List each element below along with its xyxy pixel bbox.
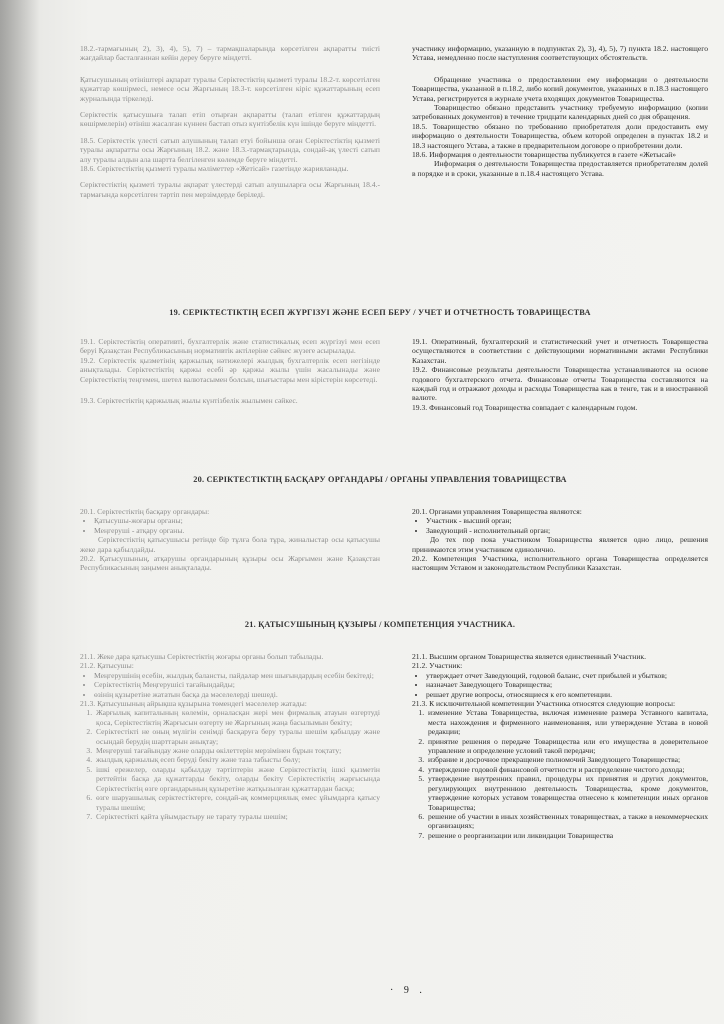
paragraph: До тех пор пока участником Товарищества является одно лицо, решения принимаются этим участником единолично. [412, 535, 708, 554]
paragraph: 18.6. Информация о деятельности товарищества публикуется в газете «Жетысай» [412, 150, 677, 160]
list-item: • утверждает отчет Заведующий, годовой баланс, счет прибылей и убытков; [426, 671, 708, 680]
paragraph: 19.2. Финансовые результаты деятельности Товарищества устанавливаются на основе годового бухгалтерского отчета. Финансовые отчеты Товарищества составляются на каждый год и отражают доходы и расходы Товарищества как в тенге, так и в иностранной валюте. [412, 365, 708, 403]
s20-kz-column [80, 507, 380, 573]
paragraph: 20.2. Компетенция Участника, исполнительного органа Товарищества определяется настоящим Уставом и законодательством Республики Казахстан. [412, 554, 708, 573]
list-item: 3. Меңгеруші тағайындау және оларды өкілеттерін мерзімінен бұрын тоқтату; [94, 746, 380, 755]
paragraph: 18.2.-тармағының 2), 3), 4), 5), 7) – тармақшаларында көрсетілген ақпаратты тиісті жағдайлар басталғаннан кейін дереу беруге міндетті. [80, 44, 380, 63]
list-item: 5. утверждение внутренних правил, процедуры их принятия и других документов, регулирующих внутреннюю деятельность Товарищества, кроме документов, утверждение которых уставом товарищества отнесено к компетенции иных органов Товарищества; [426, 774, 708, 812]
paragraph: Обращение участника о предоставлении ему информации о деятельности Товарищества, указанной в п.18.2, либо копий документов, указанных в п.18.3 настоящего Устава, регистрируется в журнале учета входящих документов Товарищества. [412, 74, 708, 103]
list-item: • Меңгеруші - атқару органы. [94, 526, 380, 535]
page-number: · 9 . [390, 985, 426, 996]
list-item: • өзінің құзыретіне жататын басқа да мәселелерді шешеді. [94, 690, 380, 699]
paragraph: 19.3. Серіктестіктің қаржылық жылы күнтізбелік жылымен сәйкес. [80, 396, 298, 406]
paragraph: 19.3. Финансовый год Товарищества совпадает с календарным годом. [412, 402, 638, 412]
list-item: 6. решение об участии в иных хозяйственных товариществах, а также в некоммерческих организациях; [426, 812, 708, 831]
paragraph: Серіктестік қатысушыға талап етіп отырған ақпаратты (талап етілген құжаттардың көшірмелерін) өтініш жасалған күннен бастап отыз күнтізбелік күн ішінде беруге міндетті. [80, 110, 380, 129]
paragraph: 21.1. Высшим органом Товарищества является единственный Участник. [412, 652, 646, 661]
list-item: 1. изменение Устава Товарищества, включая изменение размера Уставного капитала, места нахождения и фирменного наименования, или утверждение Устава в новой редакции; [426, 708, 708, 736]
paragraph: 19.2. Серіктестік қызметінің қаржылық нәтижелері жылдық бухгалтерлік есеп негізінде анықталады. Серіктестіктің қаржы есебі әр қаржы жылы үшін жасалынады және Серіктестіктің теңгемен, шетел валютасымен болсын, шығыстары мен кірістерін көрсетеді. [80, 355, 380, 384]
paragraph: 21.2. Қатысушы: [80, 661, 134, 671]
s19-ru-column [412, 337, 708, 412]
s21-ru-column [412, 652, 708, 840]
list-item: • Серіктестіктің Меңгерушісі тағайындайды; [94, 680, 380, 689]
paragraph: 21.2. Участник: [412, 661, 463, 671]
paragraph: Серіктестіктің қатысушысы ретінде бір тұлға бола тұра, жиналыстар осы қатысушы жеке дара қабылдайды. [80, 535, 380, 554]
list-item: 7. решение о реорганизации или ликвидации Товарищества [426, 831, 708, 840]
paragraph: 18.6. Серіктестіктің қызметі туралы мәліметтер «Жетісай» газетінде жарияланады. [80, 164, 349, 174]
paragraph: 20.1. Органами управления Товарищества являются: [412, 507, 582, 516]
list-item: • Меңгерушінің есебін, жылдық балансты, пайдалар мен шығындардың есебін бекітеді; [94, 671, 380, 680]
s20-ru-column [412, 507, 708, 573]
s19-kz-column [80, 337, 380, 405]
paragraph: 20.1. Серіктестіктің басқару органдары: [80, 507, 210, 516]
top-kz-column [80, 44, 380, 199]
paragraph: 20.2. Қатысушының, атқарушы органдарының құзыры осы Жарғымен және Қазақстан Республикасының заңымен анықталады. [80, 554, 380, 573]
list-item: 4. утверждение годовой финансовой отчетности и распределение чистого дохода; [426, 765, 708, 774]
section-20-title: 20. СЕРІКТЕСТІКТІҢ БАСҚАРУ ОРГАНДАРЫ / ОРГАНЫ УПРАВЛЕНИЯ ТОВАРИЩЕСТВА [193, 475, 567, 484]
section-21-title: 21. ҚАТЫСУШЫНЫҢ ҚҰЗЫРЫ / КОМПЕТЕНЦИЯ УЧАСТНИКА. [244, 620, 516, 629]
paragraph: 18.5. Серіктестік үлесті сатып алушының талап етуі бойынша оған Серіктестіктің қызметі туралы ақпаратты осы Жарғының 18.2. және 18.3.-тармақтарында, сондай-ақ үлесті сатып алу туралы алдын ала шартта белгіленген көлемде беруге міндетті. [80, 135, 380, 164]
paragraph: участнику информацию, указанную в подпунктах 2), 3), 4), 5), 7) пункта 18.2. настоящего Устава, немедленно после наступления соответствующих обстоятельств. [412, 44, 708, 63]
s21-kz-column [80, 652, 380, 821]
list-item: • решает другие вопросы, относящиеся к его компетенции. [426, 690, 708, 699]
paragraph: Информация о деятельности Товарищества предоставляется приобретателям долей в порядке и в сроки, указанные в п.18.4 настоящего Устава. [412, 159, 708, 178]
paragraph: Товарищество обязано представить участнику требуемую информацию (копии затребованных документов) в течение тридцати календарных дней со дня обращения. [412, 103, 708, 122]
paragraph: 18.5. Товарищество обязано по требованию приобретателя доли предоставить ему информацию о деятельности Товарищества, объем которой определен в пунктах 18.2 и 18.3 настоящего Устава, а также в предварительном договоре о приобретении доли. [412, 121, 708, 150]
list-item: • Заведующий - исполнительный орган; [426, 526, 708, 535]
list-item: 7. Серіктестікті қайта ұйымдастыру не тарату туралы шешім; [94, 812, 380, 821]
list-item: 6. өзге шаруашылық серіктестіктерге, сондай-ақ коммерциялық емес ұйымдарға қатысу туралы шешім; [94, 793, 380, 812]
paragraph: 21.3. К исключительной компетенции Участника относятся следующие вопросы: [412, 699, 676, 709]
paragraph: 19.1. Оперативный, бухгалтерский и статистический учет и отчетность Товарищества осуществляются в соответствии с действующими нормативными актами Республики Казахстан. [412, 337, 708, 365]
list-item: 1. Жарғылық капиталының көлемін, орналасқан жері мен фирмалық атауын өзгертуді қоса, Серіктестіктің Жарғысын өзгерту не Жарғының жаңа басылымын бекіту; [94, 708, 380, 727]
paragraph: 21.1. Жеке дара қатысушы Серіктестіктің жоғары органы болып табылады. [80, 652, 324, 661]
list-item: 3. избрание и досрочное прекращение полномочий Заведующего Товарищества; [426, 755, 708, 764]
paragraph: Серіктестіктің қызметі туралы ақпарат үлестерді сатып алушыларға осы Жарғының 18.4.-тармағында көрсетілген тәртіп пен мерзімдерде беріледі. [80, 180, 380, 199]
list-item: 2. Серіктестікті не оның мүлігін сенімді басқаруға беру туралы шешім қабылдау және осындай берудің шарттарын анықтау; [94, 727, 380, 746]
list-item: 2. принятие решения о передаче Товарищества или его имущества в доверительное управление и определение условий такой передачи; [426, 737, 708, 756]
list-item: 5. ішкі ережелер, оларды қабылдау тәртіптерін және Серіктестіктің ішкі қызметін реттейтін басқа да құжаттарды бекіту, оларды бекіту Серіктестіктің жарғысында Серіктестіктің өзге органдарының құзыретіне жатқызылған құжаттардан басқа; [94, 765, 380, 793]
list-item: • назначает Заведующего Товарищества; [426, 680, 708, 689]
list-item: • Участник - высший орган; [426, 516, 708, 525]
top-ru-column [412, 44, 708, 178]
paragraph: 21.3. Қатысушының айрықша құзырына төмендегі мәселелер жатады: [80, 699, 307, 709]
paragraph: Қатысушының өтініштері ақпарат туралы Серіктестіктің қызметі туралы 18.2-т. көрсетілген құжаттар көшірмесі, немесе осы Жарғының 18.3-т. көрсетілген кіріс құжаттарының есеп журналында тіркеледі. [80, 74, 380, 103]
section-19-title: 19. СЕРІКТЕСТІКТІҢ ЕСЕП ЖҮРГІЗУІ ЖӘНЕ ЕСЕП БЕРУ / УЧЕТ И ОТЧЕТНОСТЬ ТОВАРИЩЕСТВА [169, 308, 591, 317]
paragraph: 19.1. Серіктестіктің оперативті, бухгалтерлік және статистикалық есеп жүргізуі мен есеп беруі Қазақстан Республикасының нормативтік актілеріне сәйкес жүзеге асырылады. [80, 337, 380, 356]
list-item: 4. жылдық қаржылық есеп беруді бекіту және таза табысты бөлу; [94, 755, 380, 764]
list-item: • Қатысушы-жоғары органы; [94, 516, 380, 525]
